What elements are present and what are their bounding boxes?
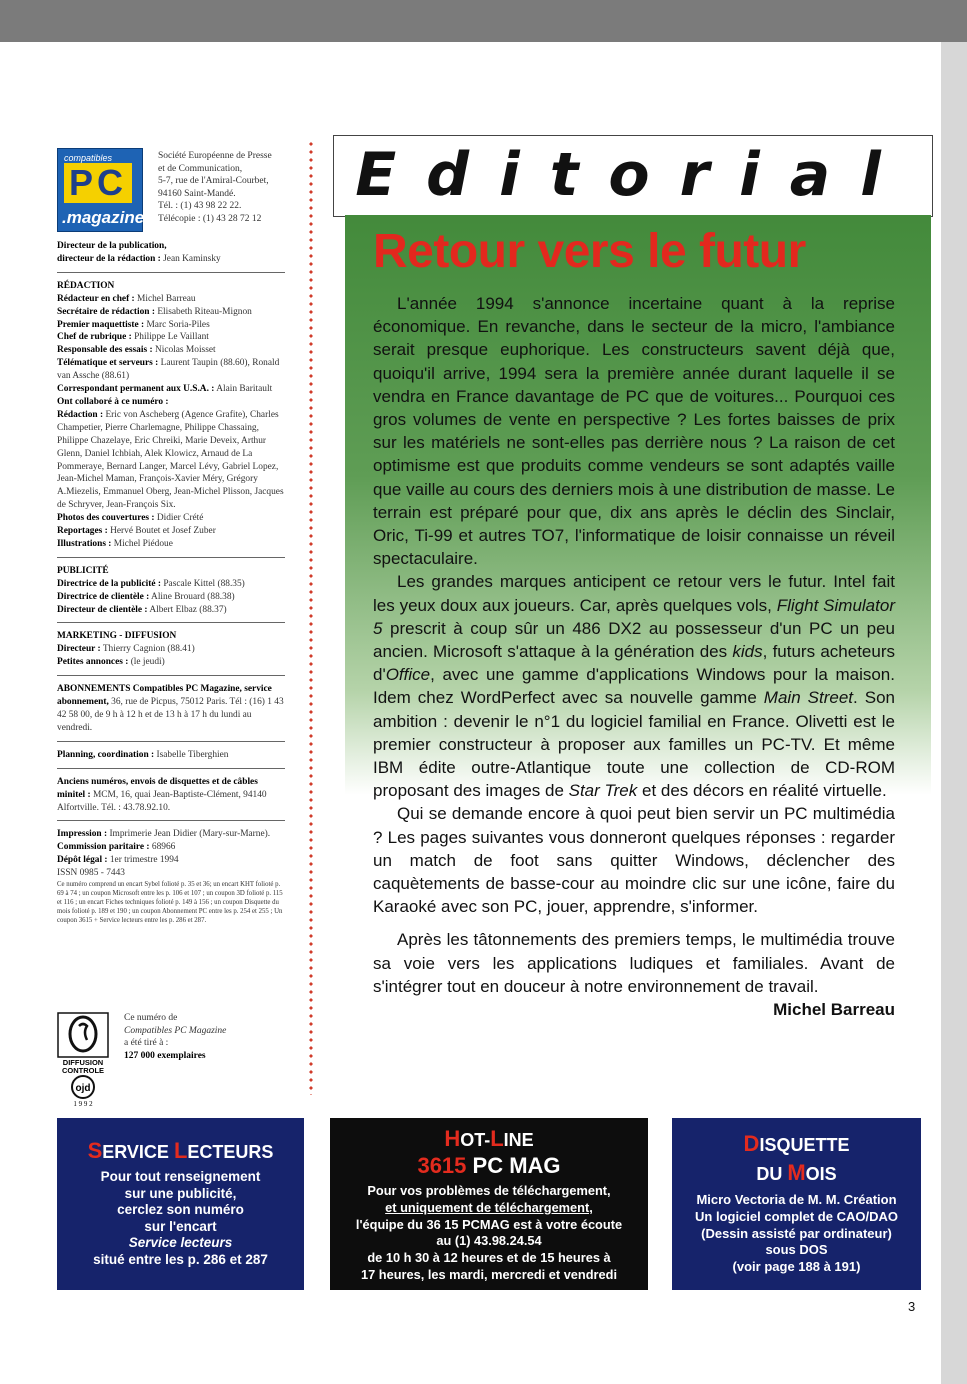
masthead-publicite [57, 565, 285, 624]
credit-line [57, 383, 285, 396]
publisher-address [158, 150, 288, 226]
credit-role: Reportages : [57, 526, 108, 537]
italic-title: Star Trek [568, 781, 638, 801]
section-heading: RÉDACTION [57, 280, 115, 291]
abonnements-label: ABONNEMENTS Compatibles PC Magazine, service abonnement, [57, 684, 272, 708]
credit-line [57, 828, 285, 841]
address-line: 5-7, rue de l'Amiral-Courbet, [158, 176, 269, 187]
signature: Michel Barreau [773, 1000, 895, 1020]
italic-title: Office [385, 665, 431, 685]
credit-name: Elisabeth Riteau-Mignon [154, 306, 252, 317]
credit-name: Hervé Boutet et Josef Zuber [107, 526, 216, 537]
impression-list [57, 828, 285, 867]
credit-name: Thierry Cagnion (88.41) [100, 644, 195, 655]
director-title: Directeur de la publication, [57, 241, 167, 251]
seal-year: 1 9 9 2 [73, 1100, 93, 1108]
diffusion-controle-seal [57, 1012, 109, 1108]
credit-line [57, 578, 285, 591]
paragraph: Les grandes marques anticipent ce retour vers le futur. Intel fait les yeux doux aux joueurs. Car, après quelques vols, Flight Simulator 5 prescrit à coup sûr un 486 DX2 au possesseur d'un PC un peu ancien. Microsoft s'attaque à la génération des kids, futurs acheteurs d'Office, avec une gamme d'applications Windows pour la maison. Idem chez WordPerfect avec sa nouvelle gamme Main Street. Son ambition : devenir le n°1 du logiciel familial en France. Olivetti est le premier constructeur à proposer aux familles un PC-TV. Et même IBM édite outre-Atlantique toute une collection de CD-ROM proposant des images de Star Trek et des décors en réalité virtuelle. [373, 572, 895, 801]
credit-line [57, 591, 285, 604]
address-line: 94160 Saint-Mandé. [158, 188, 236, 199]
credit-role: Directeur de clientèle : [57, 604, 148, 615]
print-run-count: 127 000 exemplaires [124, 1050, 206, 1061]
credit-line [57, 306, 285, 319]
hotline-box [330, 1118, 648, 1290]
director-name: Jean Kaminsky [160, 253, 221, 264]
credit-role: Illustrations : [57, 538, 112, 549]
issn: ISSN 0985 - 7443 [57, 868, 125, 879]
credit-role: Rédacteur en chef : [57, 293, 135, 304]
publicite-list [57, 578, 285, 617]
credit-line [57, 841, 285, 854]
credit-line [57, 538, 285, 551]
credit-role: Commission paritaire : [57, 842, 150, 853]
service-lecteurs-box [57, 1118, 304, 1290]
inserts-note: Ce numéro comprend un encart Sybel folioté p. 35 et 36; un encart KHT folioté p. 69 à 74 ; un coupon Microsoft entre les p. 106 et 107 ; un coupon 3D folioté p. 115 et 116 ; un encart Fiches techniques folioté p. 149 à 156 ; un coupon Disquette du mois folioté p. 189 et 190 ; un coupon Abonnement PC entre les p. 254 et 255 ; Un coupon 3615 + Service lecteurs entre les p. 286 et 287. [57, 881, 283, 925]
masthead-abonnements [57, 683, 285, 742]
section-heading: PUBLICITÉ [57, 565, 109, 576]
credit-name: Marc Soria-Piles [144, 319, 210, 330]
address-line: Télécopie : (1) 43 28 72 12 [158, 213, 262, 224]
credit-name: Michel Piédoue [111, 538, 173, 549]
credit-role: Directrice de clientèle : [57, 591, 150, 602]
abonnements-text: 36, rue de Picpus, 75012 Paris. Tél : (16) 1 43 42 58 00, de 9 h à 12 h et de 13 h à 17 h du lundi au vendredi. [57, 697, 284, 733]
credit-role: Dépôt légal : [57, 855, 108, 866]
credit-line [57, 357, 285, 383]
credit-name: Eric von Ascheberg (Agence Grafite), Charles Champetier, Pierre Charlemagne, Philippe Chassaing, Philippe Chazelaye, Eric Chreiki, Marie Deveix, Arthur Glenn, Daniel Ichbiah, Alek Klowicz, Arnaud de La Pommeraye, Bernard Langer, Marcel Lévy, Gabriel Lopez, Jean-Michel Maman, François-Xavier Méry, Grégory A.Miezelis, Emmanuel Oberg, Jean-Michel Plisson, Jacques de Schryver, Jean-François Six. [57, 409, 284, 511]
seal-diffusion: DIFFUSION [62, 1058, 104, 1067]
paragraph: L'année 1994 s'annonce incertaine quant à la reprise économique. En revanche, dans le secteur de la micro, l'ambiance serait presque euphorique. Les constructeurs savent déjà que, quoiqu'il arrive, 1994 sera la première année durant laquelle il se vendra en France davantage de PC que de voitures... Pourquoi ces gros volumes de vente en perspective ? Les fortes baisses de prix sur les matériels ne sont-elles pas derrière nous ? La raison de cet optimisme est que produits comme vendeurs se sont adaptés vaille que vaille au cours des derniers mois à une distribution de masse. Le terrain est préparé pour que, dix ans après le déclin des Sinclair, Oric, Ti-99 et autres TO7, l'informatique de loisir connaisse un réveil spectaculaire. [373, 294, 895, 569]
credit-role: Directrice de la publicité : [57, 578, 161, 589]
credit-role: Directeur : [57, 644, 101, 655]
paragraph: Après les tâtonnements des premiers temps, le multimédia trouve sa voie vers les applications ludiques et familiales. Avant de s'intégrer tout en douceur à notre environnement de travail. [373, 930, 895, 996]
top-margin-bar [0, 0, 967, 42]
box-subtitle: 3615 PC MAG [417, 1153, 561, 1178]
editorial-body [373, 292, 895, 1021]
credit-name: 68966 [149, 842, 176, 853]
box-title: SERVICE LECTEURS [87, 1138, 274, 1163]
credit-role: Ont collaboré à ce numéro : [57, 396, 169, 407]
editorial-title-box [333, 135, 933, 217]
credit-role: Photos des couvertures : [57, 513, 155, 524]
page-number: 3 [908, 1299, 916, 1314]
anciens-label: Anciens numéros, envois de disquettes et de câbles minitel : [57, 776, 258, 800]
credit-line [57, 396, 285, 409]
credit-name: Nicolas Moisset [152, 345, 216, 356]
right-margin-strip [941, 42, 967, 1384]
address-line: Tél. : (1) 43 98 22 22. [158, 201, 242, 212]
print-run-line: Compatibles PC Magazine [124, 1025, 227, 1036]
masthead-redaction [57, 280, 285, 558]
disquette-du-mois-box [672, 1118, 921, 1290]
credit-name: Michel Barreau [134, 293, 196, 304]
credit-name: Didier Crété [154, 513, 204, 524]
dotted-separator [309, 140, 313, 1095]
address-line: Société Européenne de Presse [158, 151, 272, 161]
box-text: Pour vos problèmes de téléchargement, et uniquement de téléchargement, l'équipe du 36 15 PCMAG est à votre écoute au (1) 43.98.24.54 de 10 h 30 à 12 heures et de 15 heures à 17 heures, les mardi, mercredi et vendredi [355, 1183, 623, 1282]
credit-role: Impression : [57, 829, 108, 840]
credit-line [57, 643, 285, 656]
credit-line [57, 656, 285, 669]
section-heading: MARKETING - DIFFUSION [57, 631, 177, 642]
credit-line [57, 525, 285, 538]
planning-text: Isabelle Tiberghien [154, 749, 229, 760]
masthead [57, 240, 285, 925]
credit-name: Imprimerie Jean Didier (Mary-sur-Marne). [107, 829, 271, 840]
anciens-text: MCM, 16, quai Jean-Baptiste-Clément, 94140 Alfortville. Tél. : 43.78.92.10. [57, 789, 267, 813]
credit-line [57, 319, 285, 332]
credit-line [57, 512, 285, 525]
masthead-planning [57, 749, 285, 769]
credit-name: (le jeudi) [128, 657, 165, 668]
credit-line [57, 604, 285, 617]
box-title: HOT-LINE [444, 1126, 534, 1151]
box-text: Pour tout renseignement sur une publicité, cerclez son numéro sur l'encart Service lecteurs situé entre les p. 286 et 287 [93, 1169, 268, 1267]
logo-compatibles: compatibles [64, 153, 113, 163]
credit-name: Albert Elbaz (88.37) [147, 604, 227, 615]
address-line: et de Communication, [158, 163, 243, 174]
credit-role: Télématique et serveurs : [57, 358, 159, 369]
masthead-anciens-numeros [57, 776, 285, 822]
credit-role: Petites annonces : [57, 657, 129, 668]
paragraph: Qui se demande encore à quoi peut bien servir un PC multimédia ? Les pages suivantes vous donneront quelques réponses : regarder un match de foot sans quitter Windows, déclencher des caquètements de basse-cour au moindre clic sur une icône, faire du Karaoké avec son PC, jouer, apprendre, s'informer. [373, 804, 895, 917]
credit-line [57, 409, 285, 512]
credit-role: Rédaction : [57, 409, 104, 420]
credit-name: Pascale Kittel (88.35) [160, 578, 245, 589]
editorial-title: Editorial [355, 140, 911, 210]
credit-name: 1er trimestre 1994 [107, 855, 179, 866]
masthead-director [57, 240, 285, 273]
print-run [124, 1012, 274, 1062]
editorial-headline: Retour vers le futur [373, 225, 806, 278]
credit-line [57, 854, 285, 867]
italic-title: Main Street [763, 688, 854, 708]
svg-text:ojd: ojd [75, 1083, 91, 1094]
credit-name: Philippe Le Vaillant [131, 332, 209, 343]
credit-line [57, 331, 285, 344]
logo-pc-letters: PC [64, 163, 132, 203]
credit-role: Responsable des essais : [57, 345, 153, 356]
credit-name: Aline Brouard (88.38) [149, 591, 235, 602]
seal-controle: CONTROLE [61, 1066, 105, 1075]
print-run-line: a été tiré à : [124, 1038, 169, 1048]
masthead-impression [57, 828, 285, 925]
planning-label: Planning, coordination : [57, 749, 155, 760]
box-title: DISQUETTE [743, 1131, 850, 1156]
credit-line [57, 344, 285, 357]
italic-title: Flight Simulator 5 [373, 595, 895, 638]
credit-role: Secrétaire de rédaction : [57, 306, 155, 317]
masthead-marketing [57, 630, 285, 676]
editor-title: directeur de la rédaction : [57, 253, 161, 264]
credit-role: Premier maquettiste : [57, 319, 145, 330]
box-subtitle: DU MOIS [756, 1160, 837, 1185]
credit-name: Alain Baritault [214, 384, 273, 395]
logo-magazine: .magazine. [62, 208, 149, 227]
logo-pc [64, 163, 134, 205]
credit-role: Correspondant permanent aux U.S.A. : [57, 384, 215, 395]
marketing-list [57, 643, 285, 669]
pc-magazine-logo [57, 148, 149, 232]
box-text: Micro Vectoria de M. M. Création Un logiciel complet de CAO/DAO (Dessin assisté par ordinateur) sous DOS (voir page 188 à 191) [695, 1192, 898, 1275]
credit-name: Laurent Taupin (88.60), Ronald van Assche (88.61) [57, 358, 280, 382]
italic-word: kids [732, 642, 763, 662]
redaction-list [57, 293, 285, 551]
credit-role: Chef de rubrique : [57, 332, 132, 343]
print-run-line: Ce numéro de [124, 1013, 178, 1023]
credit-line [57, 293, 285, 306]
